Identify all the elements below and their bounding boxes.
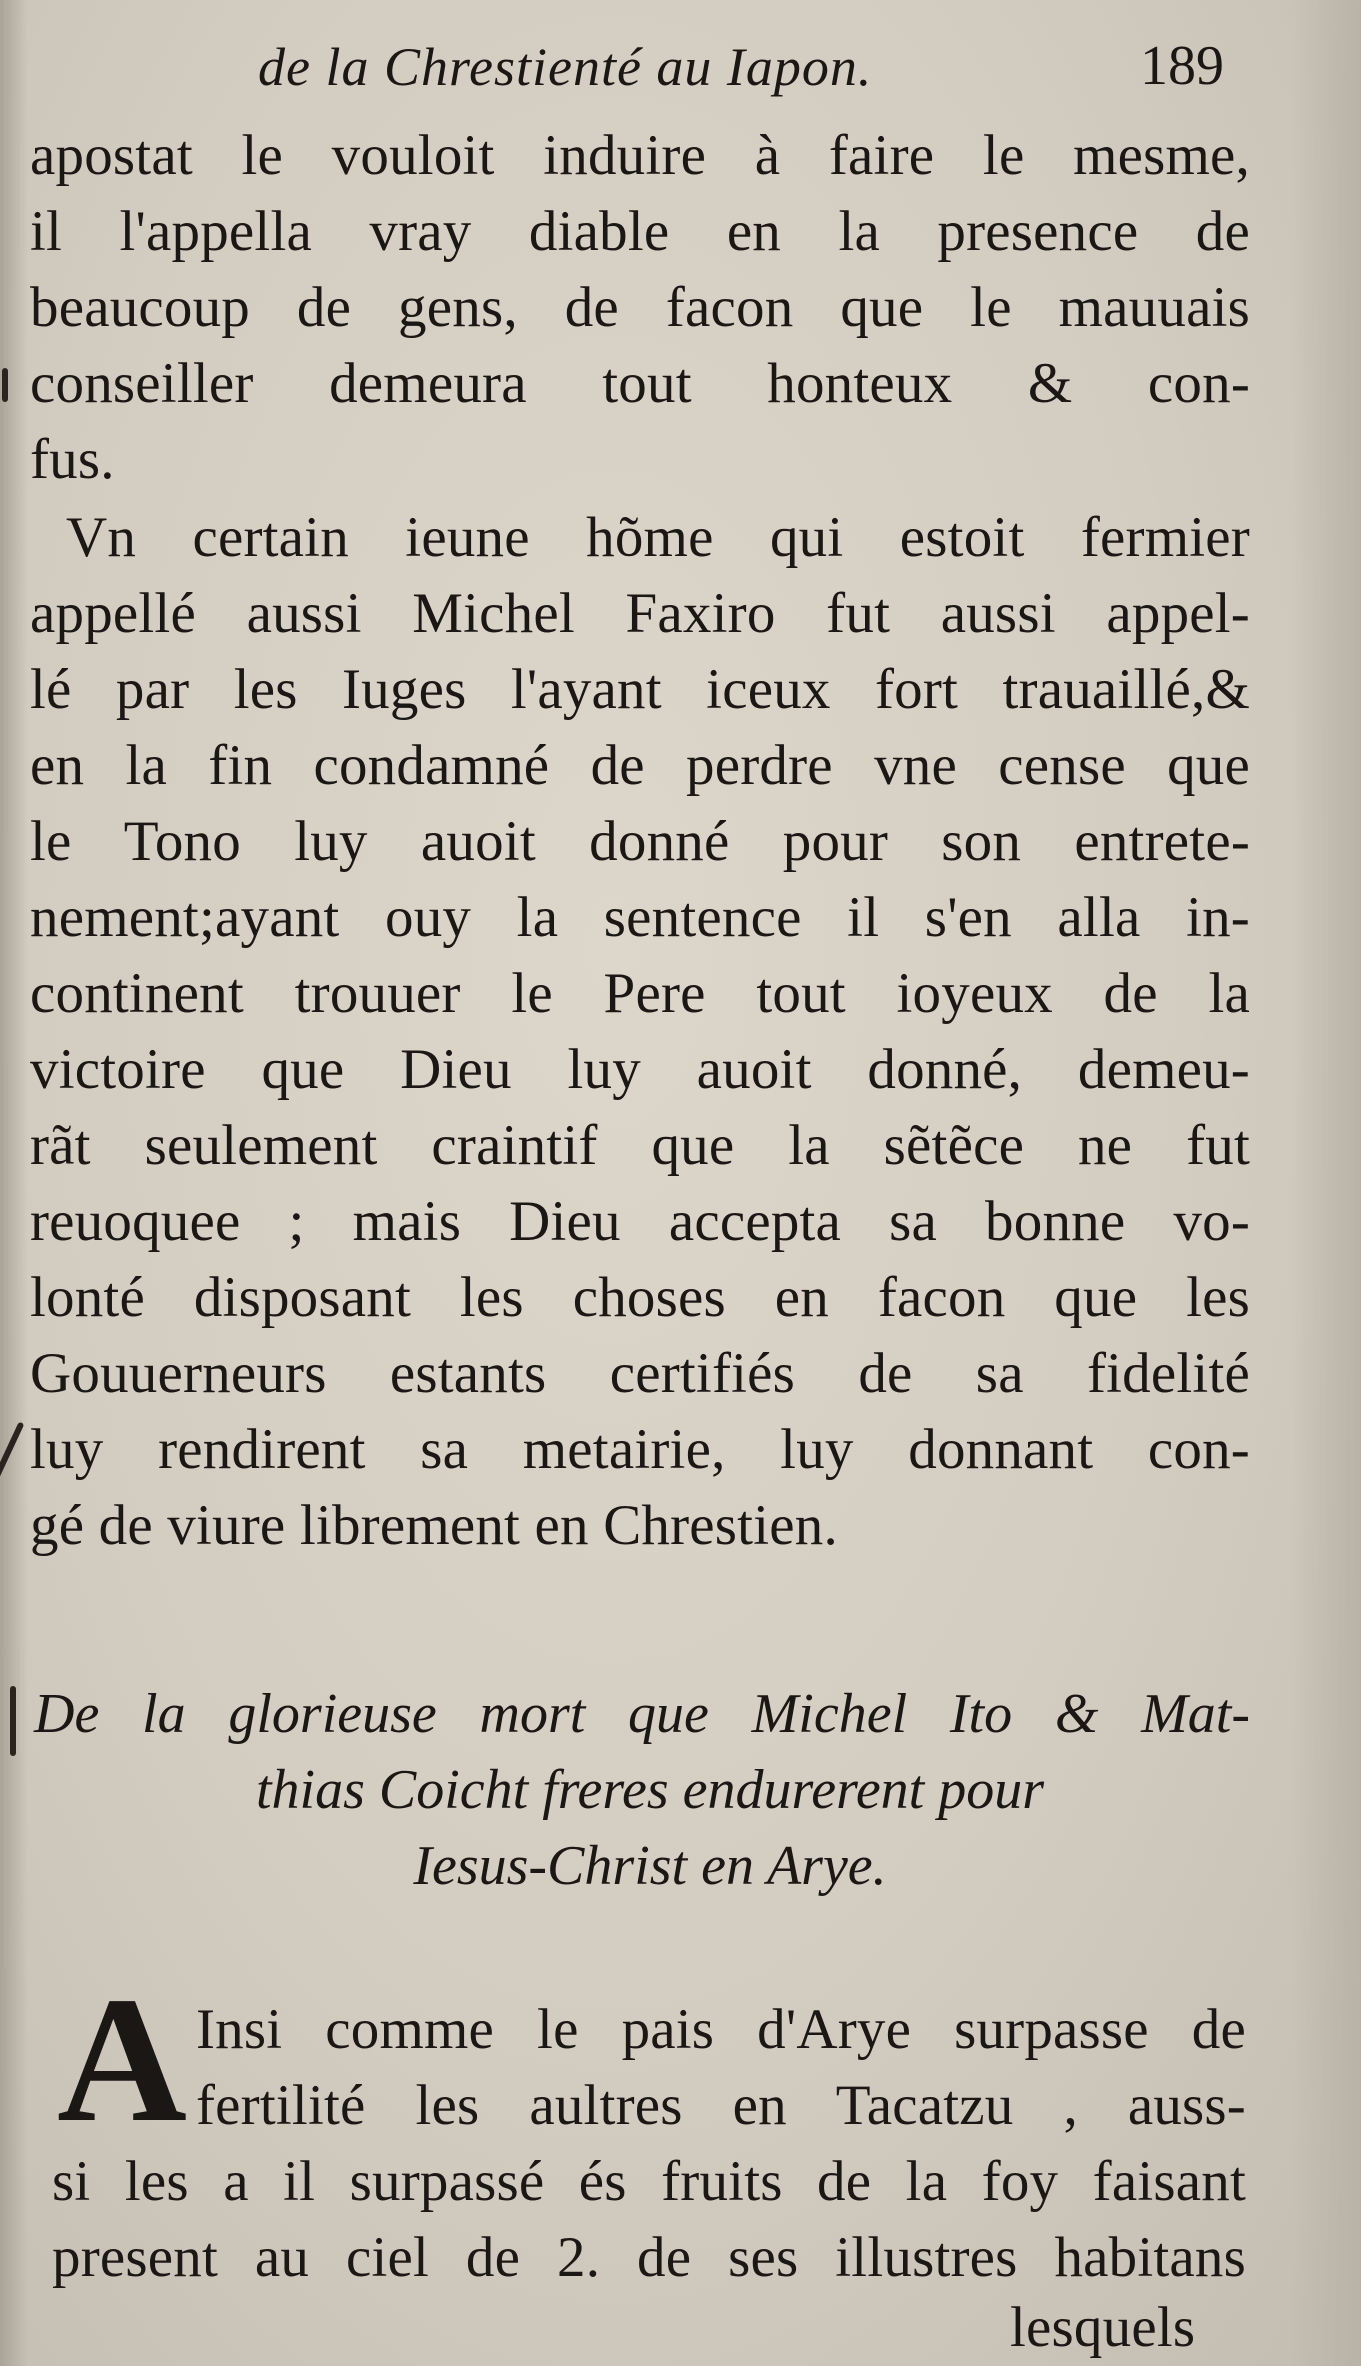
running-head: de la Chrestienté au Iapon.: [258, 37, 873, 97]
text-line: lé par les Iuges l'ayant iceux fort trauaillé,&: [30, 658, 1250, 721]
text-line: Gouuerneurs estants certifiés de sa fidelité: [30, 1342, 1250, 1405]
heading-line: Iesus-Christ en Arye.: [413, 1835, 887, 1897]
page-number: 189: [1140, 35, 1224, 97]
text-line: reuoquee ; mais Dieu accepta sa bonne vo-: [30, 1190, 1250, 1253]
text-line: rãt seulement craintif que la sẽtẽce ne fut: [30, 1114, 1250, 1177]
heading-line: thias Coicht freres endurerent pour: [255, 1759, 1045, 1821]
text-line: fertilité les aultres en Tacatzu , auss-: [196, 2074, 1246, 2137]
text-line: il l'appella vray diable en la presence de: [30, 200, 1250, 263]
catchword: lesquels: [1010, 2296, 1196, 2359]
text-line: gé de viure librement en Chrestien.: [30, 1494, 838, 1557]
text-line: appellé aussi Michel Faxiro fut aussi appel-: [30, 582, 1250, 645]
page-header: [0, 28, 1361, 108]
heading-line: De la glorieuse mort que Michel Ito & Mat-: [34, 1683, 1250, 1745]
text-line: luy rendirent sa metairie, luy donnant con-: [30, 1418, 1250, 1481]
text-line: present au ciel de 2. de ses illustres habitans: [52, 2226, 1246, 2289]
margin-mark: [10, 1686, 16, 1756]
text-line: fus.: [30, 428, 115, 491]
text-line: en la fin condamné de perdre vne cense que: [30, 734, 1250, 797]
text-line: Vn certain ieune hõme qui estoit fermier: [66, 506, 1250, 569]
text-line: si les a il surpassé és fruits de la foy faisant: [52, 2150, 1246, 2213]
text-line: le Tono luy auoit donné pour son entrete-: [30, 810, 1250, 873]
page-edge-shadow: [1291, 0, 1361, 2366]
text-line: conseiller demeura tout honteux & con-: [30, 352, 1250, 415]
page-gutter-shadow: [0, 0, 28, 2366]
text-line: victoire que Dieu luy auoit donné, demeu-: [30, 1038, 1250, 1101]
margin-mark: [2, 368, 8, 402]
text-line: lonté disposant les choses en facon que les: [30, 1266, 1250, 1329]
text-line: continent trouuer le Pere tout ioyeux de la: [30, 962, 1250, 1025]
text-line: beaucoup de gens, de facon que le mauuais: [30, 276, 1250, 339]
drop-cap: A: [57, 1960, 187, 2159]
text-line: nement;ayant ouy la sentence il s'en alla in-: [30, 886, 1250, 949]
text-line: Insi comme le pais d'Arye surpasse de: [196, 1998, 1246, 2061]
text-line: apostat le vouloit induire à faire le mesme,: [30, 124, 1250, 187]
